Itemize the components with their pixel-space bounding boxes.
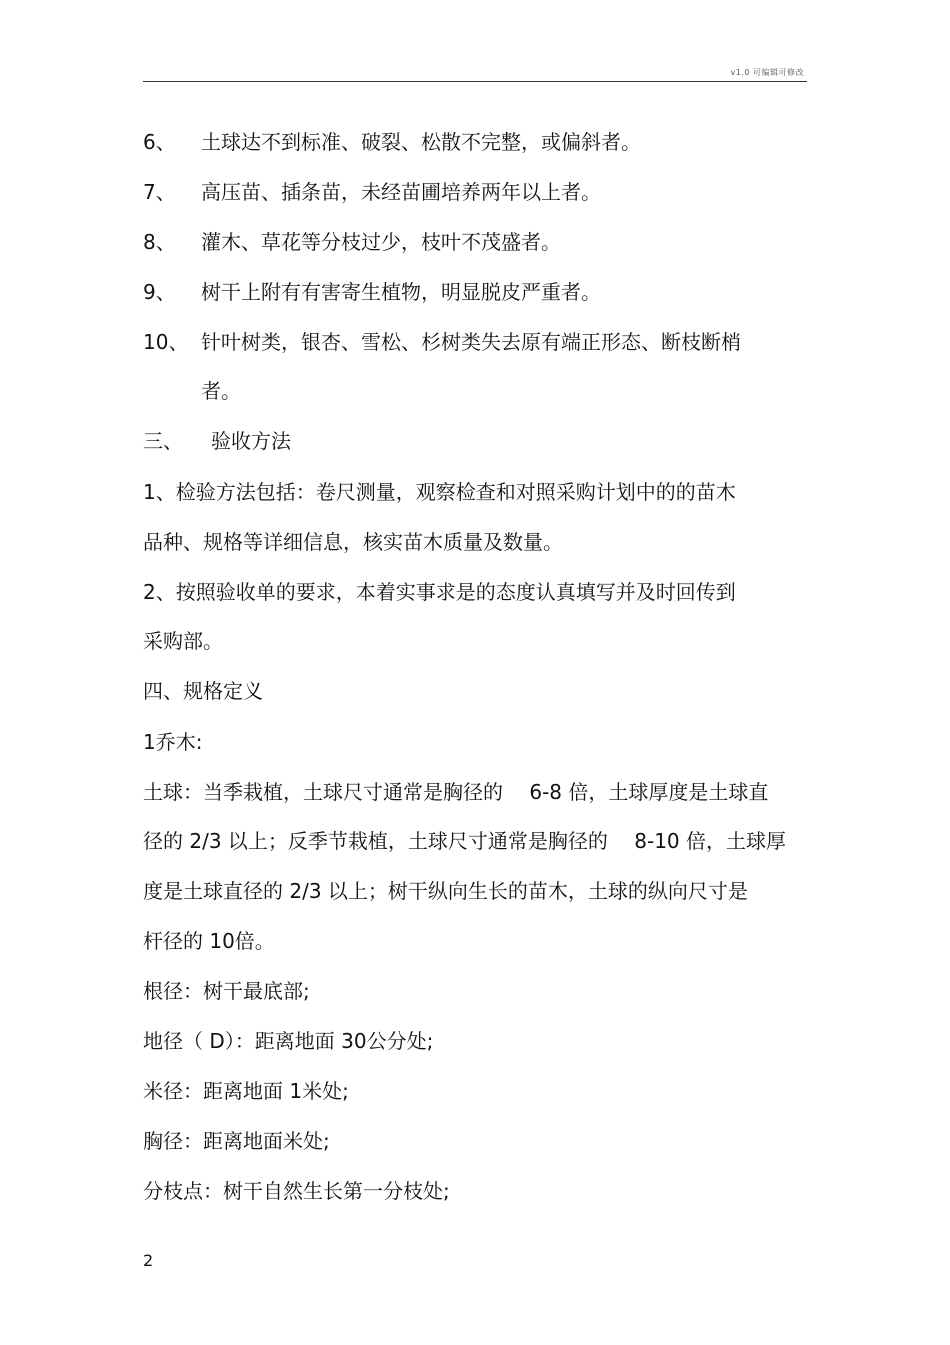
paragraph-line: 土球：当季栽植，土球尺寸通常是胸径的 6-8 倍，土球厚度是土球直 <box>143 780 769 804</box>
section-heading <box>143 429 291 453</box>
header-version-text: v1.0 可编辑可修改 <box>730 68 804 77</box>
definition-line: 根径：树干最底部; <box>143 979 310 1003</box>
header-divider <box>143 81 807 82</box>
section-title: 验收方法 <box>211 429 291 453</box>
list-item-number: 8、 <box>143 230 176 254</box>
list-item-number: 6、 <box>143 130 176 154</box>
definition-line: 米径：距离地面 1米处; <box>143 1079 349 1103</box>
paragraph-line: 度是土球直径的 2/3 以上；树干纵向生长的苗木，土球的纵向尺寸是 <box>143 879 748 903</box>
list-item <box>143 180 601 204</box>
list-item-text: 灌木、草花等分枝过少，枝叶不茂盛者。 <box>201 230 561 254</box>
page-number: 2 <box>143 1251 154 1270</box>
list-item <box>143 280 601 304</box>
list-item-text: 高压苗、插条苗，未经苗圃培养两年以上者。 <box>201 180 601 204</box>
list-item-number: 10、 <box>143 330 189 354</box>
paragraph-line: 径的 2/3 以上；反季节栽植，土球尺寸通常是胸径的 8-10 倍，土球厚 <box>143 829 787 853</box>
definition-line: 胸径：距离地面米处; <box>143 1129 330 1153</box>
list-item <box>143 330 741 354</box>
list-item-text: 土球达不到标准、破裂、松散不完整，或偏斜者。 <box>201 130 641 154</box>
paragraph-line: 杆径的 10倍。 <box>143 929 275 953</box>
list-item-text: 树干上附有有害寄生植物，明显脱皮严重者。 <box>201 280 601 304</box>
section-number: 三、 <box>143 429 183 453</box>
paragraph-line: 2、按照验收单的要求，本着实事求是的态度认真填写并及时回传到 <box>143 580 736 604</box>
paragraph-line: 1、检验方法包括：卷尺测量，观察检查和对照采购计划中的的苗木 <box>143 480 736 504</box>
definition-line: 地径（ D）：距离地面 30公分处; <box>143 1029 434 1053</box>
section-heading: 四、规格定义 <box>143 679 263 703</box>
paragraph-line: 品种、规格等详细信息，核实苗木质量及数量。 <box>143 530 563 554</box>
list-item-continuation: 者。 <box>201 379 241 403</box>
definition-line: 分枝点：树干自然生长第一分枝处; <box>143 1179 450 1203</box>
list-item-text: 针叶树类，银杏、雪松、杉树类失去原有端正形态、断枝断梢 <box>201 330 741 354</box>
list-item <box>143 230 561 254</box>
list-item-number: 9、 <box>143 280 176 304</box>
paragraph-line: 采购部。 <box>143 629 223 653</box>
list-item-number: 7、 <box>143 180 176 204</box>
subsection-heading: 1乔木: <box>143 730 203 754</box>
list-item <box>143 130 641 154</box>
